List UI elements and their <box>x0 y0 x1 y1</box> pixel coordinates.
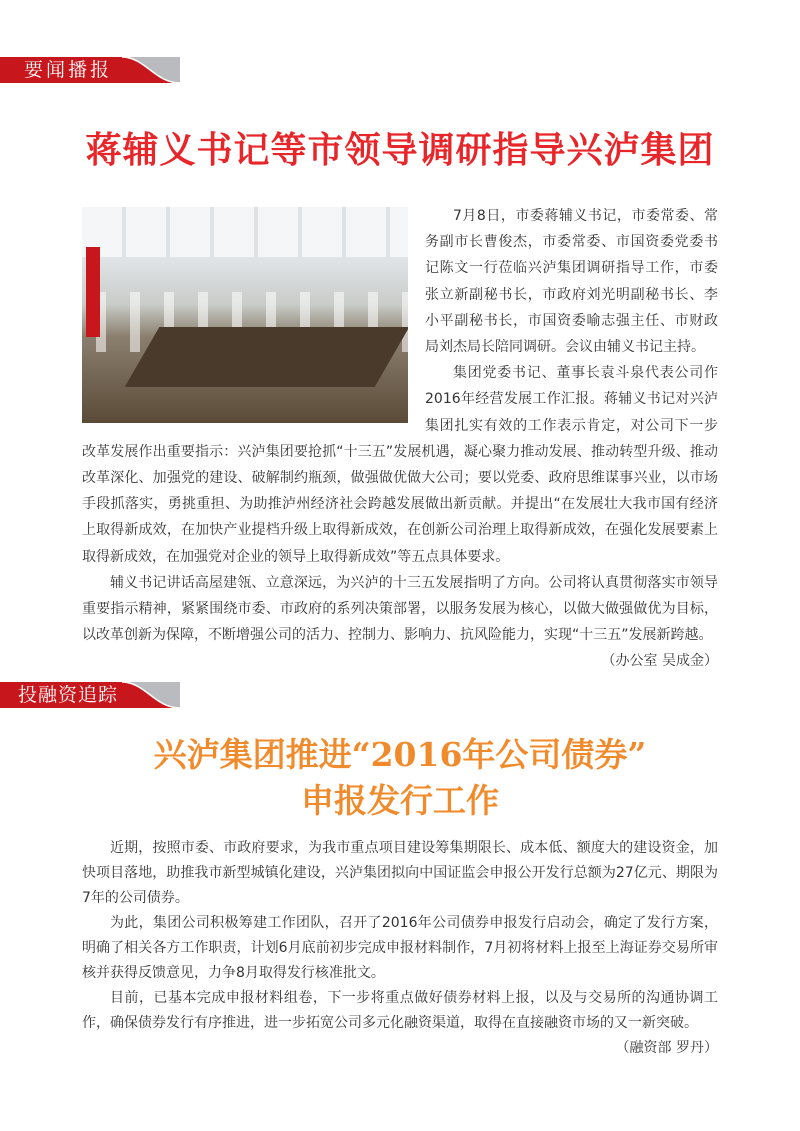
article-title <box>0 732 800 824</box>
section-header-news <box>0 57 180 83</box>
title-line: 兴泸集团推进“2016年公司债券” <box>153 735 647 774</box>
section-header-finance <box>0 682 180 708</box>
paragraph: 为此，集团公司积极筹建工作团队，召开了2016年公司债券申报发行启动会，确定了发行方案，明确了相关各方工作职责，计划6月底前初步完成申报材料制作，7月初将材料上报至上海证券交易所审核并获得反馈意见，力争8月取得发行核准批文。 <box>82 915 718 981</box>
article-body <box>82 203 718 675</box>
paragraph: 目前，已基本完成申报材料组卷，下一步将重点做好债券材料上报，以及与交易所的沟通协调工作，确保债券发行有序推进，进一步拓宽公司多元化融资渠道，取得在直接融资市场的又一新突破。 <box>82 990 718 1031</box>
paragraph: 7月8日，市委蒋辅义书记，市委常委、常务副市长曹俊杰，市委常委、市国资委党委书记陈文一行莅临兴泸集团调研指导工作，市委张立新副秘书长，市政府刘光明副秘书长、李小平副秘书长，市国资委喻志强主任、市财政局刘杰局长陪同调研。会议由辅义书记主持。 <box>425 208 718 356</box>
article-body <box>82 836 718 1061</box>
article-author: （办公室 吴成金） <box>601 653 718 670</box>
paragraph: 集团党委书记、董事长袁斗泉代表公司作2016年经营发展工作汇报。蒋辅义书记对兴泸集团扎实有效的工作表示肯定，对公司下一步改革发展作出重要指示：兴泸集团要抢抓“十三五”发展机遇，凝心聚力推动发展、推动转型升级、推动改革深化、加强党的建设、破解制约瓶颈，做强做优做大公司；要以党委、政府思维谋事兴业，以市场手段抓落实，勇挑重担、为助推泸州经济社会跨越发展做出新贡献。并提出“在发展壮大我市国有经济上取得新成效，在加快产业提档升级上取得新成效，在创新公司治理上取得新成效，在强化发展要素上取得新成效，在加强党对企业的领导上取得新成效”等五点具体要求。 <box>82 365 718 565</box>
article-title: 蒋辅义书记等市领导调研指导兴泸集团 <box>85 129 715 171</box>
flag-icon <box>86 247 100 337</box>
paragraph: 近期，按照市委、市政府要求，为我市重点项目建设筹集期限长、成本低、额度大的建设资金，加快项目落地，助推我市新型城镇化建设，兴泸集团拟向中国证监会申报公开发行总额为27亿元、期限为7年的公司债券。 <box>82 840 718 906</box>
article-author: （融资部 罗丹） <box>615 1040 718 1056</box>
title-line: 申报发行工作 <box>301 781 499 820</box>
section-label: 要闻播报 <box>24 59 113 81</box>
meeting-photo <box>82 207 408 423</box>
paragraph: 辅义书记讲话高屋建瓴、立意深远，为兴泸的十三五发展指明了方向。公司将认真贯彻落实市领导重要指示精神，紧紧围绕市委、市政府的系列决策部署，以服务发展为核心，以做大做强做优为目标，以改革创新为保障，不断增强公司的活力、控制力、影响力、抗风险能力，实现“十三五”发展新跨越。 <box>82 574 718 644</box>
section-label: 投融资追踪 <box>18 684 119 706</box>
